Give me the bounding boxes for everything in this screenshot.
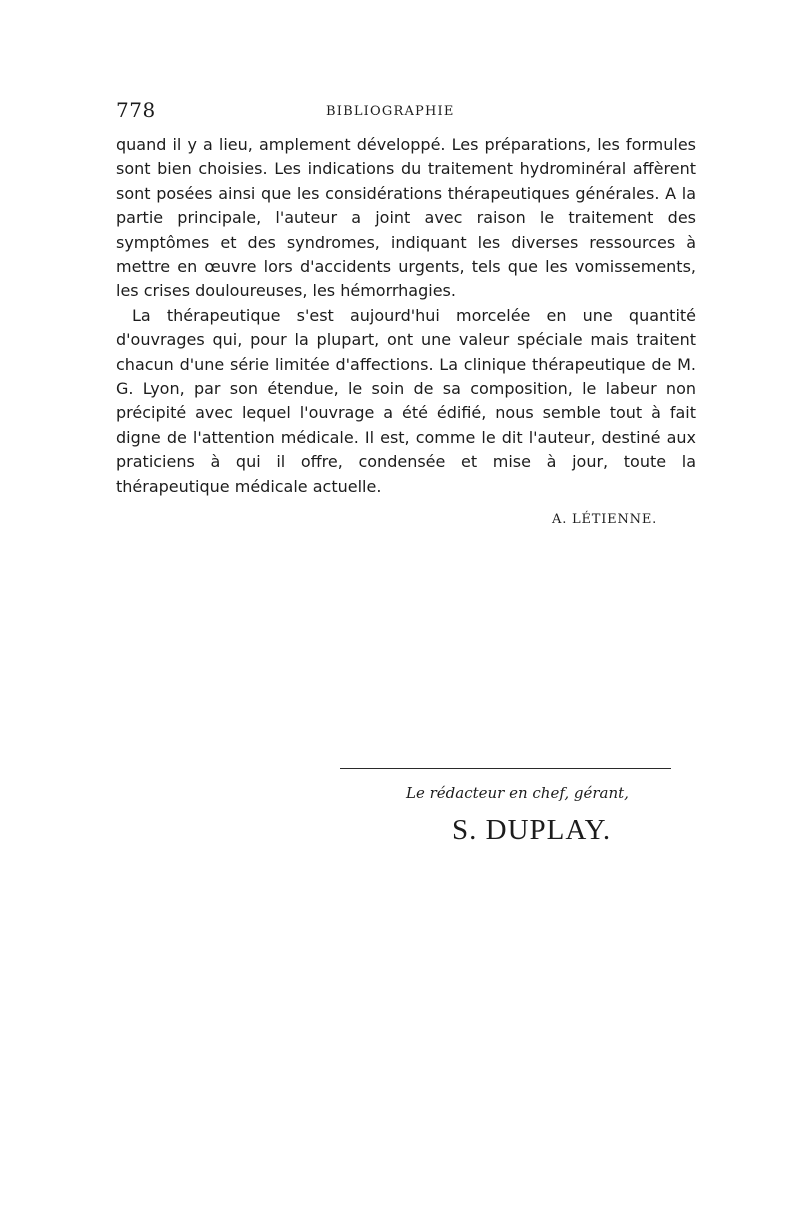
paragraph-continued: quand il y a lieu, amplement développé. Les préparations, les formules sont bien choisies. Les indications du traitement hydrominéral affèrent sont posées ainsi que les considérations thérapeutiques générales. A la partie principale, l'auteur a joint avec raison le traitement des symptômes et des syndromes, indiquant les diverses ressources à mettre en œuvre lors d'accidents urgents, tels que les vomissements, les crises douloureuses, les hémorrhagies. [116,135,696,301]
paragraph: La thérapeutique s'est aujourd'hui morcelée en une quantité d'ouvrages qui, pour la plupart, ont une valeur spéciale mais traitent chacun d'une série limitée d'affections. La clinique thérapeutique de M. G. Lyon, par son étendue, le soin de sa composition, le labeur non précipité avec lequel l'ouvrage a été édifié, nous semble tout à fait digne de l'attention médicale. Il est, comme le dit l'auteur, destiné aux praticiens à qui il offre, condensée et mise à jour, toute la thérapeutique médicale actuelle. [116,305,696,496]
running-head: BIBLIOGRAPHIE [326,104,455,119]
page-header [116,98,696,124]
footer-rule [340,768,671,769]
page-number: 778 [116,98,156,122]
review-text [116,133,696,499]
editor-name: S. DUPLAY. [452,814,612,846]
review-author-signature: A. LÉTIENNE. [552,512,658,527]
editor-role: Le rédacteur en chef, gérant, [406,784,629,802]
